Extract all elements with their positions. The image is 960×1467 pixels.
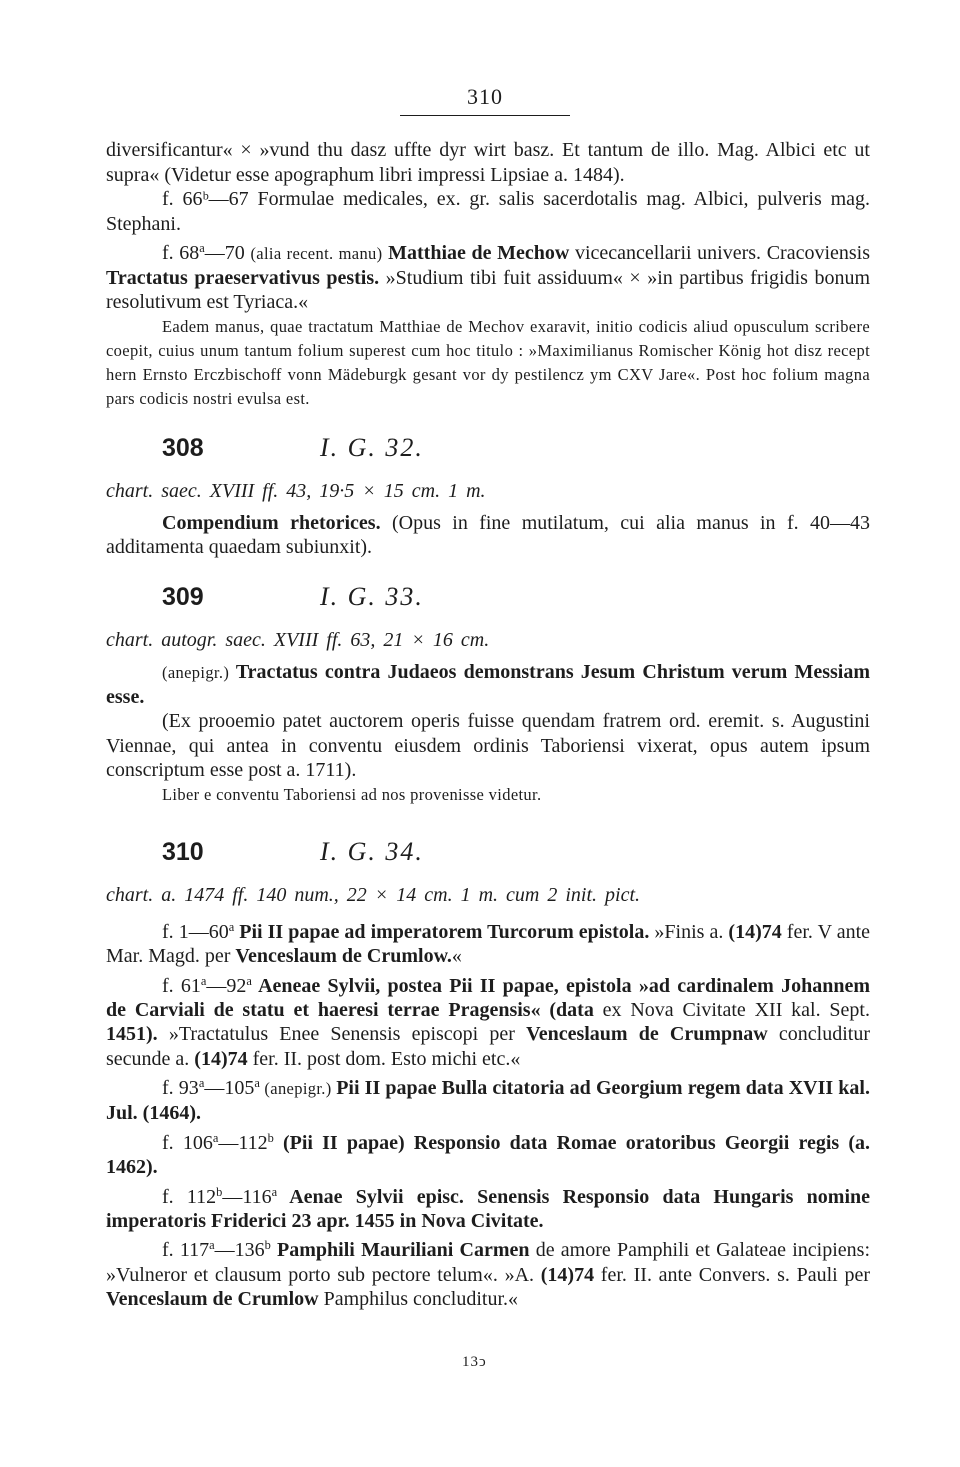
physical-description: chart. saec. XVIII ff. 43, 19·5 × 15 cm. 1 m. — [106, 479, 486, 502]
entry-heading — [106, 433, 870, 473]
physical-description: chart. autogr. saec. XVIII ff. 63, 21 × 16 cm. — [106, 628, 490, 651]
shelfmark: I. G. 32. — [320, 432, 424, 462]
catchword: 13ↄ — [462, 1354, 487, 1370]
note-paragraph: Liber e conventu Taboriensi ad nos provenisse videtur. — [162, 784, 542, 804]
page-number: 310 — [467, 84, 503, 109]
content-paragraph: Compendium rhetorices. (Opus in fine mutilatum, cui alia manus in f. 40—43 additamenta quaedam subiunxit). — [106, 511, 870, 559]
shelfmark: I. G. 33. — [320, 581, 424, 611]
entry-number: 308 — [162, 433, 204, 462]
content-paragraph: (Ex prooemio patet auctorem operis fuisse quendam fratrem ord. eremit. s. Augustini Viennae, qui antea in conventu eiusdem ordinis Taboriensi vixerat, opus autem ipsum conscriptum esse post a. 1711). — [106, 710, 870, 782]
header-rule — [400, 115, 570, 116]
entry-heading — [106, 837, 870, 877]
continuation-paragraph: diversificantur« × »vund thu dasz uffte dyr wirt basz. Et tantum de illo. Mag. Albici etc ut supra« (Videtur esse apographum libri impressi Lipsiae a. 1484). — [106, 139, 870, 186]
physical-description: chart. a. 1474 ff. 140 num., 22 × 14 cm. 1 m. cum 2 init. pict. — [106, 883, 641, 906]
entry-number: 309 — [162, 582, 204, 611]
note-paragraph: Eadem manus, quae tractatum Matthiae de Mechov exaravit, initio codicis aliud opusculum scribere coepit, cuius unum tantum folium superest cum hoc titulo : »Maximilianus Romischer König hot disz recept hern Ernsto Erczbischoff vonn Mädeburgk gesant vor dy pestilencz ym CXV Jare«. Post hoc folium magna pars codicis nostri evulsa est. — [106, 316, 870, 408]
folio-paragraph: f. 106$^a$—112$^b$ (Pii II papae) Responsio data Romae oratoribus Georgii regis (a. 1462). — [106, 1130, 870, 1179]
folio-paragraph: f. 1—60$^a$ Pii II papae ad imperatorem Turcorum epistola. »Finis a. (14)74 fer. V ante Mar. Magd. per Venceslaum de Crumlow.« — [106, 919, 871, 968]
entry-number: 310 — [162, 837, 204, 866]
folio-paragraph: f. 61$^a$—92$^a$ Aeneae Sylvii, postea Pii II papae, epistola »ad cardinalem Johannem de Carviali de statu et haeresi terrae Pragensis« (data ex Nova Civitate XII kal. Sept. 1451). »Tractatulus Enee Senensis episcopi per Venceslaum de Crumpnaw concluditur secunde a. (14)74 fer. II. post dom. Esto michi etc.« — [106, 973, 870, 1070]
folio-paragraph: f. 117$^a$—136$^b$ Pamphili Mauriliani Carmen de amore Pamphili et Galateae incipiens: »Vulneror et clausum porto sub pectore telum«. »A. (14)74 fer. II. ante Convers. s. Pauli per Venceslaum de Crumlow Pamphilus concluditur.« — [106, 1238, 871, 1311]
folio-paragraph: f. 93$^a$—105$^a$ (anepigr.) Pii II papae Bulla citatoria ad Georgium regem data XVII kal. Jul. (1464). — [106, 1076, 870, 1125]
shelfmark: I. G. 34. — [320, 836, 424, 866]
folio-paragraph: f. 112$^b$—116$^a$ Aenae Sylvii episc. Senensis Responsio data Hungaris nomine imperatoris Friderici 23 apr. 1455 in Nova Civitate. — [106, 1184, 870, 1232]
content-paragraph: (anepigr.) Tractatus contra Judaeos demonstrans Jesum Christum verum Messiam esse. — [106, 660, 870, 708]
page-body — [106, 138, 870, 1312]
folio-paragraph: f. 66ᵇ—67 Formulae medicales, ex. gr. salis sacerdotalis mag. Albici, pulveris mag. Stephani. — [106, 188, 870, 235]
folio-paragraph: f. 68$^a$—70 (alia recent. manu) Matthiae de Mechow vicecancellarii univers. Cracoviensis Tractatus praeservativus pestis. »Studium tibi fuit assiduum« × »in partibus frigidis bonum resolutivum est Tyriaca.« — [106, 241, 871, 314]
entry-heading — [106, 582, 870, 622]
